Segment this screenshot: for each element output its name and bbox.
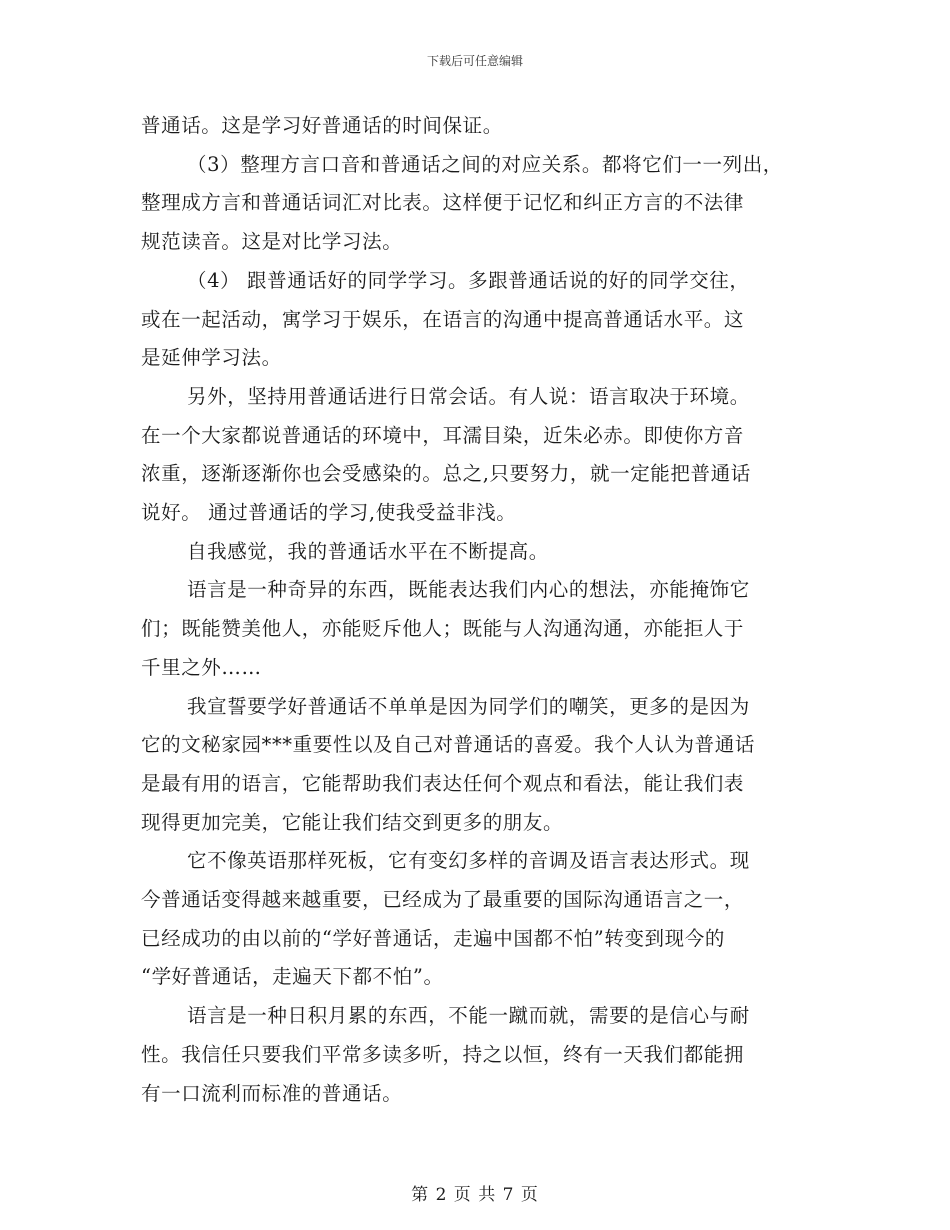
paragraph [141,997,813,1113]
paragraph [141,571,813,687]
text-line: 已经成功的由以前的“学好普通话，走遍中国都不怕”转变到现今的 [141,926,725,950]
text-line: 语言是一种日积月累的东西，不能一蹴而就，需要的是信心与耐 [187,1004,750,1028]
text-line: 我宣誓要学好普通话不单单是因为同学们的嘲笑，更多的是因为 [187,694,750,718]
text-line: 有一口流利而标准的普通话。 [141,1081,403,1105]
text-line: 在一个大家都说普通话的环境中，耳濡目染，近朱必赤。即使你方音 [141,423,745,447]
text-line: 千里之外…… [141,655,262,679]
text-line: 规范读音。这是对比学习法。 [141,230,403,254]
text-line: 自我感觉，我的普通话水平在不断提高。 [187,539,549,563]
paragraph [141,533,813,572]
page-header: 下载后可任意编辑 [426,54,523,68]
text-line: 现得更加完美，它能让我们结交到更多的朋友。 [141,810,564,834]
text-line: 说好。 通过普通话的学习,使我受益非浅。 [141,501,517,525]
text-line: 是延伸学习法。 [141,346,282,370]
text-line: 性。我信任只要我们平常多读多听，持之以恒，终有一天我们都能拥 [141,1042,745,1066]
text-line: 或在一起活动，寓学习于娱乐，在语言的沟通中提高普通话水平。这 [141,307,745,331]
paragraph [141,146,813,262]
text-line: 另外，坚持用普通话进行日常会话。有人说：语言取决于环境。 [187,384,750,408]
text-line: “学好普通话，走遍天下都不怕”。 [141,965,444,989]
text-line: （4） 跟普通话好的同学学习。多跟普通话说的好的同学交往， [187,268,750,292]
text-line: 浓重，逐渐逐渐你也会受感染的。总之,只要努力，就一定能把普通话 [141,462,751,486]
text-line: 整理成方言和普通话词汇对比表。这样便于记忆和纠正方言的不法律 [141,191,745,215]
text-line: 它的文秘家园***重要性以及自己对普通话的喜爱。我个人认为普通话 [141,733,755,757]
paragraph [141,107,813,146]
text-line: 们；既能赞美他人，亦能贬斥他人；既能与人沟通沟通，亦能拒人于 [141,617,745,641]
text-line: （3）整理方言口音和普通话之间的对应关系。都将它们一一列出， [187,152,783,176]
paragraph [141,688,813,843]
paragraph [141,378,813,533]
text-line: 它不像英语那样死板，它有变幻多样的音调及语言表达形式。现 [187,849,750,873]
paragraph [141,842,813,997]
text-line: 是最有用的语言，它能帮助我们表达任何个观点和看法，能让我们表 [141,771,745,795]
page-footer: 第 2 页 共 7 页 [411,1185,539,1205]
text-line: 普通话。这是学习好普通话的时间保证。 [141,114,503,137]
text-line: 语言是一种奇异的东西，既能表达我们内心的想法，亦能掩饰它 [187,578,750,602]
text-line: 今普通话变得越来越重要，已经成为了最重要的国际沟通语言之一， [141,888,745,912]
paragraph [141,262,813,378]
document-body [141,107,813,1113]
